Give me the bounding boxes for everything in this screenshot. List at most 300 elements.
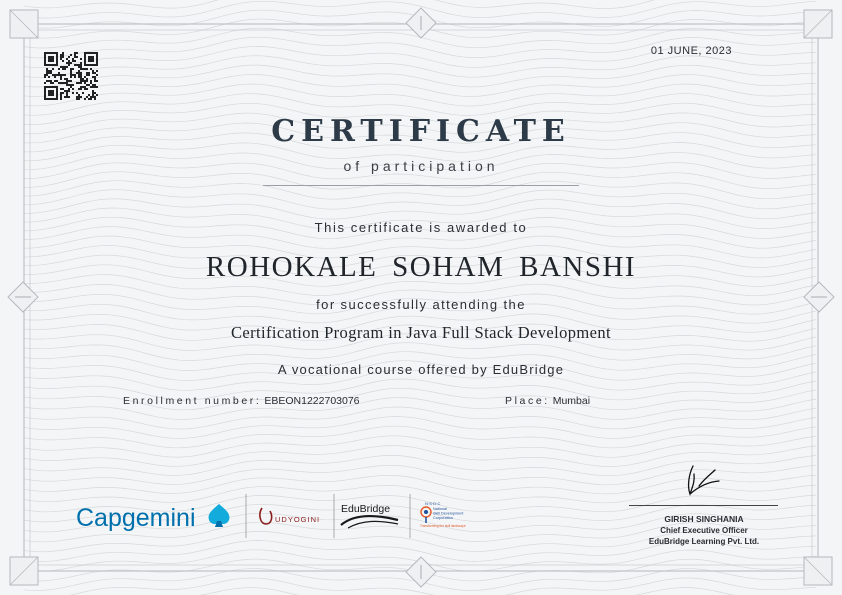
qr-module <box>64 66 66 68</box>
qr-module <box>76 72 78 74</box>
qr-module <box>48 86 50 88</box>
qr-module <box>76 96 78 98</box>
qr-module <box>50 60 52 62</box>
qr-module <box>72 74 74 76</box>
qr-module <box>80 88 82 90</box>
qr-module <box>52 94 54 96</box>
qr-module <box>48 90 50 92</box>
qr-module <box>44 52 46 54</box>
qr-module <box>70 86 72 88</box>
signature-mark <box>677 464 737 504</box>
qr-module <box>90 64 92 66</box>
enrollment-number: EBEON1222703076 <box>264 395 360 407</box>
qr-module <box>46 86 48 88</box>
enrollment-info <box>123 395 360 407</box>
qr-module <box>70 76 72 78</box>
qr-module <box>80 82 82 84</box>
qr-module <box>44 74 46 76</box>
qr-module <box>44 82 46 84</box>
qr-module <box>58 74 60 76</box>
nsdc-line3: Corporation <box>433 516 453 520</box>
qr-module <box>86 64 88 66</box>
qr-module <box>94 76 96 78</box>
qr-module <box>52 56 54 58</box>
qr-module <box>90 52 92 54</box>
signatory-name: GIRISH SINGHANIA <box>664 514 744 524</box>
qr-module <box>86 96 88 98</box>
qr-module <box>66 84 68 86</box>
qr-module <box>44 96 46 98</box>
qr-module <box>76 64 78 66</box>
qr-module <box>60 56 62 58</box>
qr-module <box>94 96 96 98</box>
qr-module <box>52 92 54 94</box>
qr-module <box>96 64 98 66</box>
qr-module <box>92 64 94 66</box>
qr-module <box>92 94 94 96</box>
qr-module <box>48 52 50 54</box>
qr-module <box>68 60 70 62</box>
qr-module <box>90 82 92 84</box>
qr-module <box>70 62 72 64</box>
qr-module <box>48 56 50 58</box>
qr-module <box>84 86 86 88</box>
qr-module <box>96 74 98 76</box>
nsdc-logo <box>420 501 466 528</box>
qr-module <box>84 68 86 70</box>
qr-module <box>60 58 62 60</box>
qr-module <box>68 56 70 58</box>
qr-module <box>74 74 76 76</box>
qr-module <box>64 68 66 70</box>
qr-module <box>96 54 98 56</box>
qr-module <box>60 54 62 56</box>
qr-module <box>48 72 50 74</box>
qr-module <box>70 68 72 70</box>
qr-module <box>68 88 70 90</box>
qr-module <box>46 52 48 54</box>
qr-module <box>80 62 82 64</box>
qr-module <box>92 92 94 94</box>
qr-module <box>78 88 80 90</box>
qr-module <box>56 88 58 90</box>
capgemini-logo-text: Capgemini <box>76 504 196 532</box>
qr-module <box>68 90 70 92</box>
qr-module <box>54 76 56 78</box>
qr-module <box>66 78 68 80</box>
qr-module <box>80 76 82 78</box>
nsdc-top-text: N·S·D·C <box>425 501 441 506</box>
qr-module <box>78 64 80 66</box>
qr-module <box>50 70 52 72</box>
vocational-text: A vocational course offered by EduBridge <box>277 362 565 377</box>
qr-module <box>50 52 52 54</box>
qr-module <box>92 76 94 78</box>
qr-module <box>94 98 96 100</box>
qr-module <box>90 98 92 100</box>
recipient-name: ROHOKALE SOHAM BANSHI <box>205 251 637 283</box>
qr-module <box>60 82 62 84</box>
qr-module <box>50 58 52 60</box>
qr-module <box>52 98 54 100</box>
qr-module <box>96 94 98 96</box>
qr-module <box>50 80 52 82</box>
qr-module <box>82 68 84 70</box>
qr-module <box>52 74 54 76</box>
qr-module <box>62 54 64 56</box>
qr-module <box>66 80 68 82</box>
qr-module <box>64 96 66 98</box>
qr-module <box>76 52 78 54</box>
signatory-title: Chief Executive Officer <box>660 526 748 535</box>
qr-module <box>66 96 68 98</box>
qr-code-icon <box>44 52 98 100</box>
qr-module <box>74 54 76 56</box>
qr-module <box>92 56 94 58</box>
qr-module <box>60 78 62 80</box>
qr-module <box>92 72 94 74</box>
qr-module <box>92 58 94 60</box>
qr-module <box>96 86 98 88</box>
qr-module <box>54 86 56 88</box>
qr-module <box>74 60 76 62</box>
qr-module <box>84 60 86 62</box>
qr-module <box>92 90 94 92</box>
qr-module <box>68 62 70 64</box>
qr-module <box>66 62 68 64</box>
qr-module <box>78 74 80 76</box>
capgemini-logo <box>76 504 229 532</box>
qr-module <box>54 74 56 76</box>
qr-module <box>80 80 82 82</box>
qr-module <box>78 96 80 98</box>
qr-module <box>80 68 82 70</box>
qr-module <box>50 86 52 88</box>
qr-module <box>64 78 66 80</box>
qr-module <box>92 60 94 62</box>
qr-module <box>44 56 46 58</box>
qr-module <box>86 74 88 76</box>
qr-module <box>48 94 50 96</box>
partner-logos <box>74 492 474 542</box>
qr-module <box>90 86 92 88</box>
qr-module <box>60 94 62 96</box>
qr-module <box>70 80 72 82</box>
qr-module <box>56 94 58 96</box>
qr-module <box>62 82 64 84</box>
qr-module <box>44 98 46 100</box>
qr-module <box>96 52 98 54</box>
qr-module <box>64 82 66 84</box>
certificate-title: CERTIFICATE <box>271 114 571 149</box>
qr-module <box>44 92 46 94</box>
qr-module <box>96 70 98 72</box>
qr-module <box>56 60 58 62</box>
qr-module <box>52 90 54 92</box>
qr-module <box>78 72 80 74</box>
qr-module <box>50 92 52 94</box>
qr-module <box>68 84 70 86</box>
qr-module <box>62 66 64 68</box>
qr-module <box>72 88 74 90</box>
qr-module <box>82 78 84 80</box>
qr-module <box>86 72 88 74</box>
qr-module <box>44 60 46 62</box>
qr-module <box>94 78 96 80</box>
qr-module <box>88 98 90 100</box>
qr-module <box>46 98 48 100</box>
qr-module <box>56 56 58 58</box>
nsdc-line2: Skill Development <box>433 511 464 516</box>
qr-module <box>70 84 72 86</box>
qr-module <box>82 92 84 94</box>
qr-module <box>84 58 86 60</box>
qr-module <box>50 90 52 92</box>
qr-module <box>54 80 56 82</box>
qr-module <box>56 52 58 54</box>
qr-module <box>84 76 86 78</box>
qr-module <box>94 86 96 88</box>
qr-module <box>64 90 66 92</box>
awarded-text: This certificate is awarded to <box>314 220 528 235</box>
qr-module <box>46 64 48 66</box>
qr-module <box>80 72 82 74</box>
qr-module <box>66 82 68 84</box>
qr-module <box>56 80 58 82</box>
qr-module <box>78 66 80 68</box>
qr-module <box>96 58 98 60</box>
nsdc-line1: National <box>433 507 447 511</box>
qr-module <box>52 86 54 88</box>
qr-module <box>62 52 64 54</box>
qr-module <box>68 80 70 82</box>
qr-module <box>48 92 50 94</box>
qr-module <box>88 56 90 58</box>
qr-module <box>56 64 58 66</box>
signature-line <box>629 505 778 506</box>
qr-module <box>76 98 78 100</box>
qr-module <box>92 70 94 72</box>
qr-module <box>74 64 76 66</box>
qr-module <box>62 88 64 90</box>
qr-module <box>50 72 52 74</box>
qr-module <box>56 98 58 100</box>
qr-module <box>84 64 86 66</box>
qr-module <box>54 98 56 100</box>
qr-module <box>76 92 78 94</box>
qr-module <box>46 72 48 74</box>
qr-module <box>72 92 74 94</box>
qr-module <box>52 60 54 62</box>
qr-module <box>48 76 50 78</box>
qr-module <box>84 54 86 56</box>
qr-module <box>96 80 98 82</box>
qr-module <box>72 60 74 62</box>
nsdc-tagline: Transforming the skill landscape <box>420 524 466 528</box>
qr-module <box>46 80 48 82</box>
qr-module <box>50 94 52 96</box>
qr-module <box>88 74 90 76</box>
qr-module <box>94 92 96 94</box>
qr-module <box>86 80 88 82</box>
qr-module <box>44 64 46 66</box>
qr-module <box>60 66 62 68</box>
qr-module <box>88 84 90 86</box>
qr-module <box>56 58 58 60</box>
qr-module <box>48 60 50 62</box>
qr-module <box>64 74 66 76</box>
program-name: Certification Program in Java Full Stack Development <box>230 323 612 342</box>
qr-module <box>88 64 90 66</box>
qr-module <box>76 82 78 84</box>
qr-module <box>56 96 58 98</box>
qr-module <box>84 80 86 82</box>
qr-module <box>66 92 68 94</box>
qr-module <box>66 66 68 68</box>
qr-module <box>92 52 94 54</box>
qr-module <box>62 74 64 76</box>
qr-module <box>94 84 96 86</box>
qr-module <box>44 86 46 88</box>
qr-module <box>60 96 62 98</box>
qr-module <box>56 62 58 64</box>
qr-module <box>78 70 80 72</box>
qr-module <box>52 52 54 54</box>
signatory-organization: EduBridge Learning Pvt. Ltd. <box>648 537 760 546</box>
qr-module <box>88 58 90 60</box>
qr-module <box>50 56 52 58</box>
qr-module <box>44 94 46 96</box>
qr-module <box>54 64 56 66</box>
qr-module <box>68 64 70 66</box>
qr-module <box>44 58 46 60</box>
edubridge-logo <box>341 503 398 528</box>
qr-module <box>88 94 90 96</box>
qr-module <box>80 78 82 80</box>
qr-module <box>62 68 64 70</box>
qr-module <box>70 74 72 76</box>
qr-module <box>48 98 50 100</box>
qr-module <box>86 88 88 90</box>
qr-module <box>82 80 84 82</box>
qr-module <box>58 82 60 84</box>
qr-module <box>50 64 52 66</box>
qr-module <box>92 84 94 86</box>
qr-module <box>56 74 58 76</box>
qr-module <box>88 60 90 62</box>
certificate-subtitle: of participation <box>343 158 499 174</box>
qr-module <box>84 56 86 58</box>
qr-module <box>84 98 86 100</box>
qr-module <box>96 62 98 64</box>
qr-module <box>78 94 80 96</box>
qr-module <box>84 62 86 64</box>
qr-module <box>44 76 46 78</box>
edubridge-logo-text: EduBridge <box>341 503 391 515</box>
qr-module <box>74 52 76 54</box>
qr-module <box>52 64 54 66</box>
qr-module <box>44 54 46 56</box>
qr-module <box>74 76 76 78</box>
qr-module <box>48 70 50 72</box>
place-value: Mumbai <box>552 395 591 407</box>
qr-module <box>90 60 92 62</box>
qr-module <box>86 78 88 80</box>
qr-module <box>52 58 54 60</box>
qr-module <box>78 76 80 78</box>
qr-module <box>70 72 72 74</box>
qr-module <box>76 56 78 58</box>
qr-module <box>94 52 96 54</box>
qr-module <box>54 52 56 54</box>
qr-module <box>96 60 98 62</box>
qr-module <box>60 74 62 76</box>
qr-module <box>90 58 92 60</box>
qr-module <box>46 70 48 72</box>
issue-date: 01 JUNE, 2023 <box>650 45 732 57</box>
capgemini-spade-icon <box>209 504 230 527</box>
qr-module <box>80 58 82 60</box>
qr-module <box>60 98 62 100</box>
qr-module <box>66 94 68 96</box>
qr-module <box>92 86 94 88</box>
qr-module <box>88 52 90 54</box>
qr-module <box>86 52 88 54</box>
title-divider <box>263 185 579 186</box>
udyogini-logo-text: UDYOGINI <box>275 515 321 524</box>
qr-module <box>82 86 84 88</box>
attending-text: for successfully attending the <box>316 297 526 312</box>
qr-module <box>62 56 64 58</box>
qr-module <box>94 72 96 74</box>
qr-module <box>56 54 58 56</box>
qr-module <box>44 88 46 90</box>
qr-module <box>66 90 68 92</box>
qr-module <box>48 80 50 82</box>
qr-module <box>70 54 72 56</box>
qr-module <box>46 74 48 76</box>
qr-module <box>96 56 98 58</box>
qr-module <box>56 86 58 88</box>
qr-module <box>72 68 74 70</box>
qr-module <box>80 86 82 88</box>
qr-module <box>68 96 70 98</box>
qr-module <box>80 66 82 68</box>
qr-module <box>90 68 92 70</box>
qr-module <box>48 64 50 66</box>
qr-module <box>48 58 50 60</box>
qr-module <box>84 82 86 84</box>
qr-module <box>90 96 92 98</box>
qr-module <box>60 92 62 94</box>
qr-module <box>50 98 52 100</box>
qr-module <box>94 64 96 66</box>
qr-module <box>78 98 80 100</box>
qr-module <box>60 76 62 78</box>
qr-module <box>90 56 92 58</box>
qr-module <box>70 70 72 72</box>
qr-module <box>58 68 60 70</box>
qr-module <box>44 62 46 64</box>
qr-module <box>72 84 74 86</box>
qr-module <box>56 90 58 92</box>
qr-module <box>56 92 58 94</box>
place-label: Place: <box>505 395 550 407</box>
qr-module <box>74 56 76 58</box>
qr-module <box>46 68 48 70</box>
qr-module <box>80 64 82 66</box>
qr-module <box>72 58 74 60</box>
